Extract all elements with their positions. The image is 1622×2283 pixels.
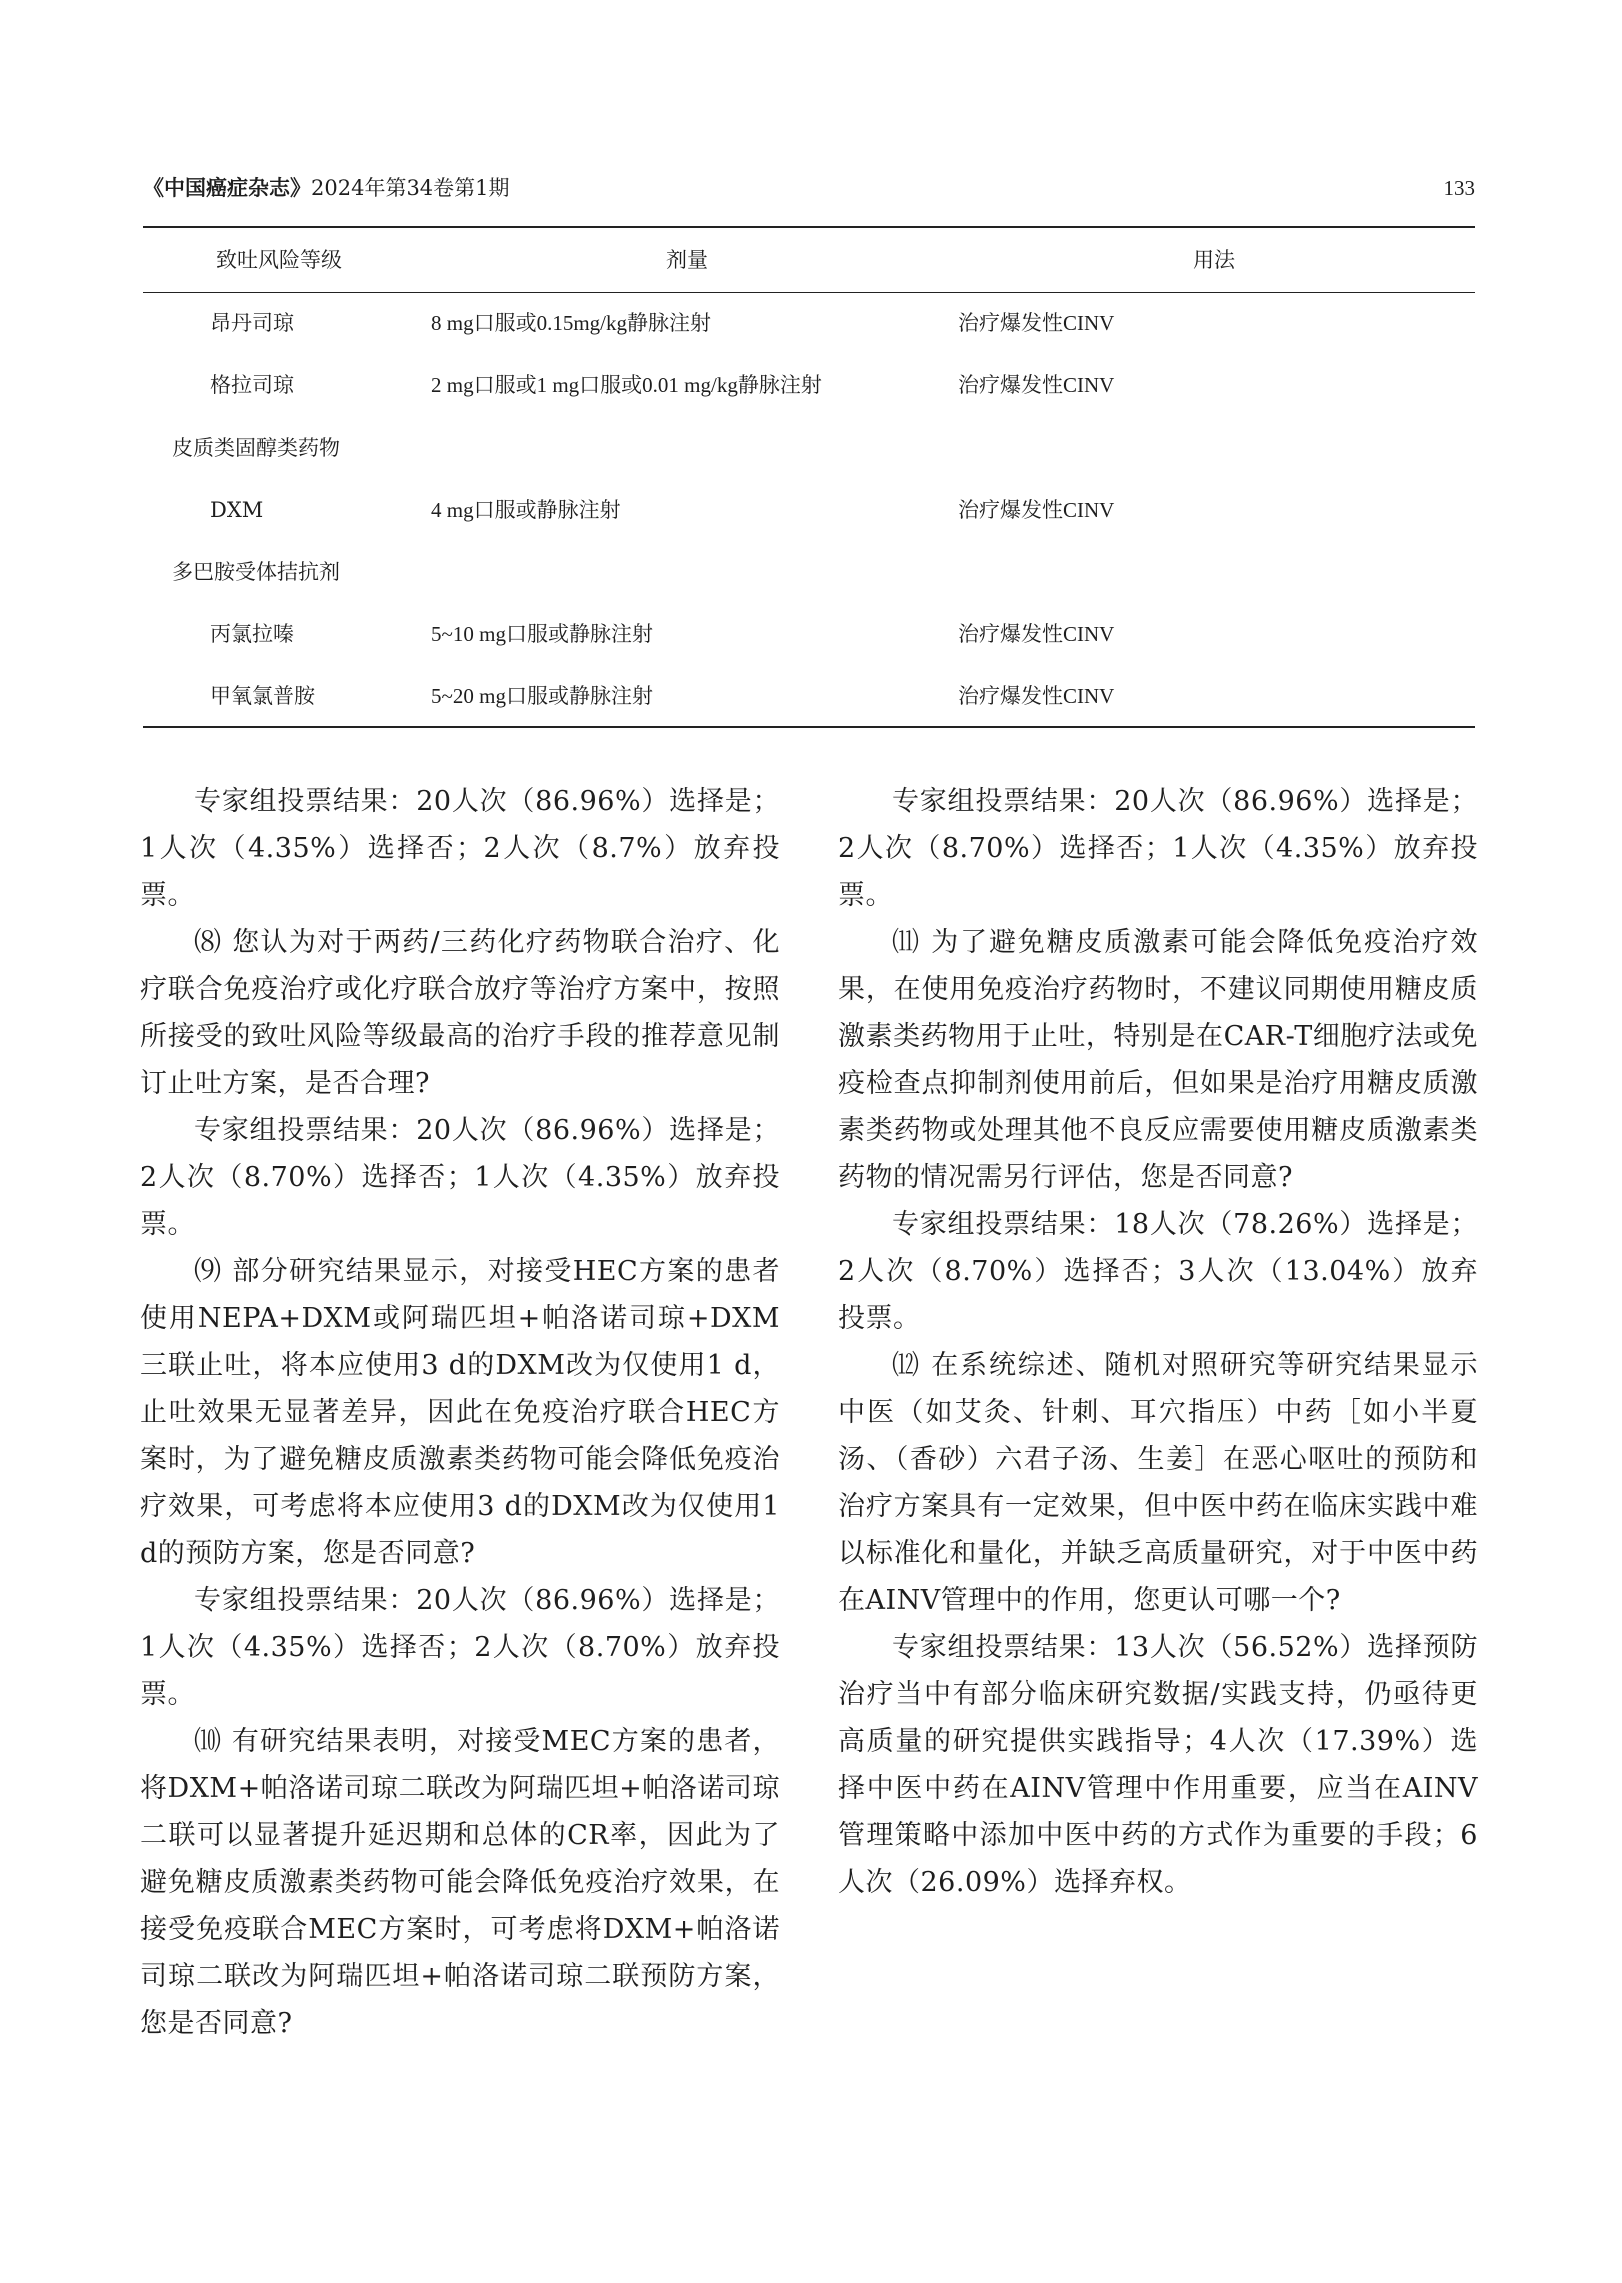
- drug-name: 丙氯拉嗪: [210, 622, 294, 646]
- vote-result-paragraph: 专家组投票结果：13人次（56.52%）选择预防治疗当中有部分临床研究数据/实践支持，仍亟待更高质量的研究提供实践指导；4人次（17.39%）选择中医中药在AINV管理中作用重要，应当在AINV管理策略中添加中医中药的方式作为重要的手段；6人次（26.09%）选择弃权。: [838, 1632, 1478, 1898]
- drug-name: 格拉司琼: [210, 373, 294, 397]
- question-9-paragraph: ⑼ 部分研究结果显示，对接受HEC方案的患者使用NEPA+DXM或阿瑞匹坦+帕洛诺司琼+DXM三联止吐，将本应使用3 d的DXM改为仅使用1 d，止吐效果无显著差异，因此在免疫治疗联合HEC方案时，为了避免糖皮质激素类药物可能会降低免疫治疗效果，可考虑将本应使用3 d的DXM改为仅使用1 d的预防方案，您是否同意?: [140, 1256, 780, 1569]
- drug-dose: 5~20 mg口服或静脉注射: [431, 684, 653, 708]
- vote-result-paragraph: 专家组投票结果：18人次（78.26%）选择是；2人次（8.70%）选择否；3人次（13.04%）放弃投票。: [838, 1209, 1478, 1334]
- table-row: [0, 490, 1622, 530]
- question-12-paragraph: ⑿ 在系统综述、随机对照研究等研究结果显示中医（如艾灸、针刺、耳穴指压）中药［如小半夏汤、（香砂）六君子汤、生姜］在恶心呕吐的预防和治疗方案具有一定效果，但中医中药在临床实践中难以标准化和量化，并缺乏高质量研究，对于中医中药在AINV管理中的作用，您更认可哪一个?: [838, 1350, 1478, 1616]
- vote-result-paragraph: 专家组投票结果：20人次（86.96%）选择是；2人次（8.70%）选择否；1人次（4.35%）放弃投票。: [140, 1115, 780, 1240]
- table-row: [0, 676, 1622, 716]
- journal-title: [143, 168, 510, 208]
- table-row-category: [0, 552, 1622, 592]
- vote-result-paragraph: 专家组投票结果：20人次（86.96%）选择是；2人次（8.70%）选择否；1人次（4.35%）放弃投票。: [838, 786, 1478, 911]
- vote-result-paragraph: 专家组投票结果：20人次（86.96%）选择是；1人次（4.35%）选择否；2人次（8.7%）放弃投票。: [140, 786, 780, 911]
- drug-usage: 治疗爆发性CINV: [958, 311, 1115, 335]
- drug-dose: 8 mg口服或0.15mg/kg静脉注射: [431, 311, 712, 335]
- vote-result-paragraph: 专家组投票结果：20人次（86.96%）选择是；1人次（4.35%）选择否；2人次（8.70%）放弃投票。: [140, 1585, 780, 1710]
- drug-usage: 治疗爆发性CINV: [958, 373, 1115, 397]
- table-header-dose: 剂量: [666, 248, 708, 272]
- table-header-risk-level: 致吐风险等级: [216, 248, 342, 272]
- drug-category: 皮质类固醇类药物: [172, 436, 340, 460]
- drug-usage: 治疗爆发性CINV: [958, 684, 1115, 708]
- drug-usage: 治疗爆发性CINV: [958, 498, 1115, 522]
- question-8-paragraph: ⑻ 您认为对于两药/三药化疗药物联合治疗、化疗联合免疫治疗或化疗联合放疗等治疗方案中，按照所接受的致吐风险等级最高的治疗手段的推荐意见制订止吐方案，是否合理?: [140, 927, 780, 1099]
- drug-dose: 4 mg口服或静脉注射: [431, 498, 621, 522]
- question-11-paragraph: ⑾ 为了避免糖皮质激素可能会降低免疫治疗效果，在使用免疫治疗药物时，不建议同期使用糖皮质激素类药物用于止吐，特别是在CAR-T细胞疗法或免疫检查点抑制剂使用前后，但如果是治疗用糖皮质激素类药物或处理其他不良反应需要使用糖皮质激素类药物的情况需另行评估，您是否同意?: [838, 927, 1478, 1193]
- drug-name: DXM: [210, 498, 264, 522]
- drug-category: 多巴胺受体拮抗剂: [172, 560, 340, 584]
- table-row-category: [0, 428, 1622, 468]
- left-text-column: [140, 778, 780, 2047]
- table-row: [0, 365, 1622, 405]
- table-header-rule: [143, 292, 1475, 293]
- right-text-column: [838, 778, 1478, 1906]
- journal-issue: 2024年第34卷第1期: [311, 176, 510, 200]
- table-row: [0, 303, 1622, 343]
- table-header-usage: 用法: [1193, 248, 1235, 272]
- page-number: 133: [1443, 176, 1475, 200]
- table-bottom-rule: [143, 726, 1475, 728]
- table-row: [0, 614, 1622, 654]
- drug-dose: 2 mg口服或1 mg口服或0.01 mg/kg静脉注射: [431, 373, 822, 397]
- table-top-rule: [143, 226, 1475, 228]
- drug-name: 昂丹司琼: [210, 311, 294, 335]
- journal-name: 《中国癌症杂志》: [143, 175, 311, 200]
- question-10-paragraph: ⑽ 有研究结果表明，对接受MEC方案的患者，将DXM+帕洛诺司琼二联改为阿瑞匹坦+帕洛诺司琼二联可以显著提升延迟期和总体的CR率，因此为了避免糖皮质激素类药物可能会降低免疫治疗效果，在接受免疫联合MEC方案时，可考虑将DXM+帕洛诺司琼二联改为阿瑞匹坦+帕洛诺司琼二联预防方案，您是否同意?: [140, 1726, 780, 2039]
- running-header: [143, 168, 1475, 208]
- drug-usage: 治疗爆发性CINV: [958, 622, 1115, 646]
- drug-name: 甲氧氯普胺: [210, 684, 315, 708]
- drug-dose: 5~10 mg口服或静脉注射: [431, 622, 653, 646]
